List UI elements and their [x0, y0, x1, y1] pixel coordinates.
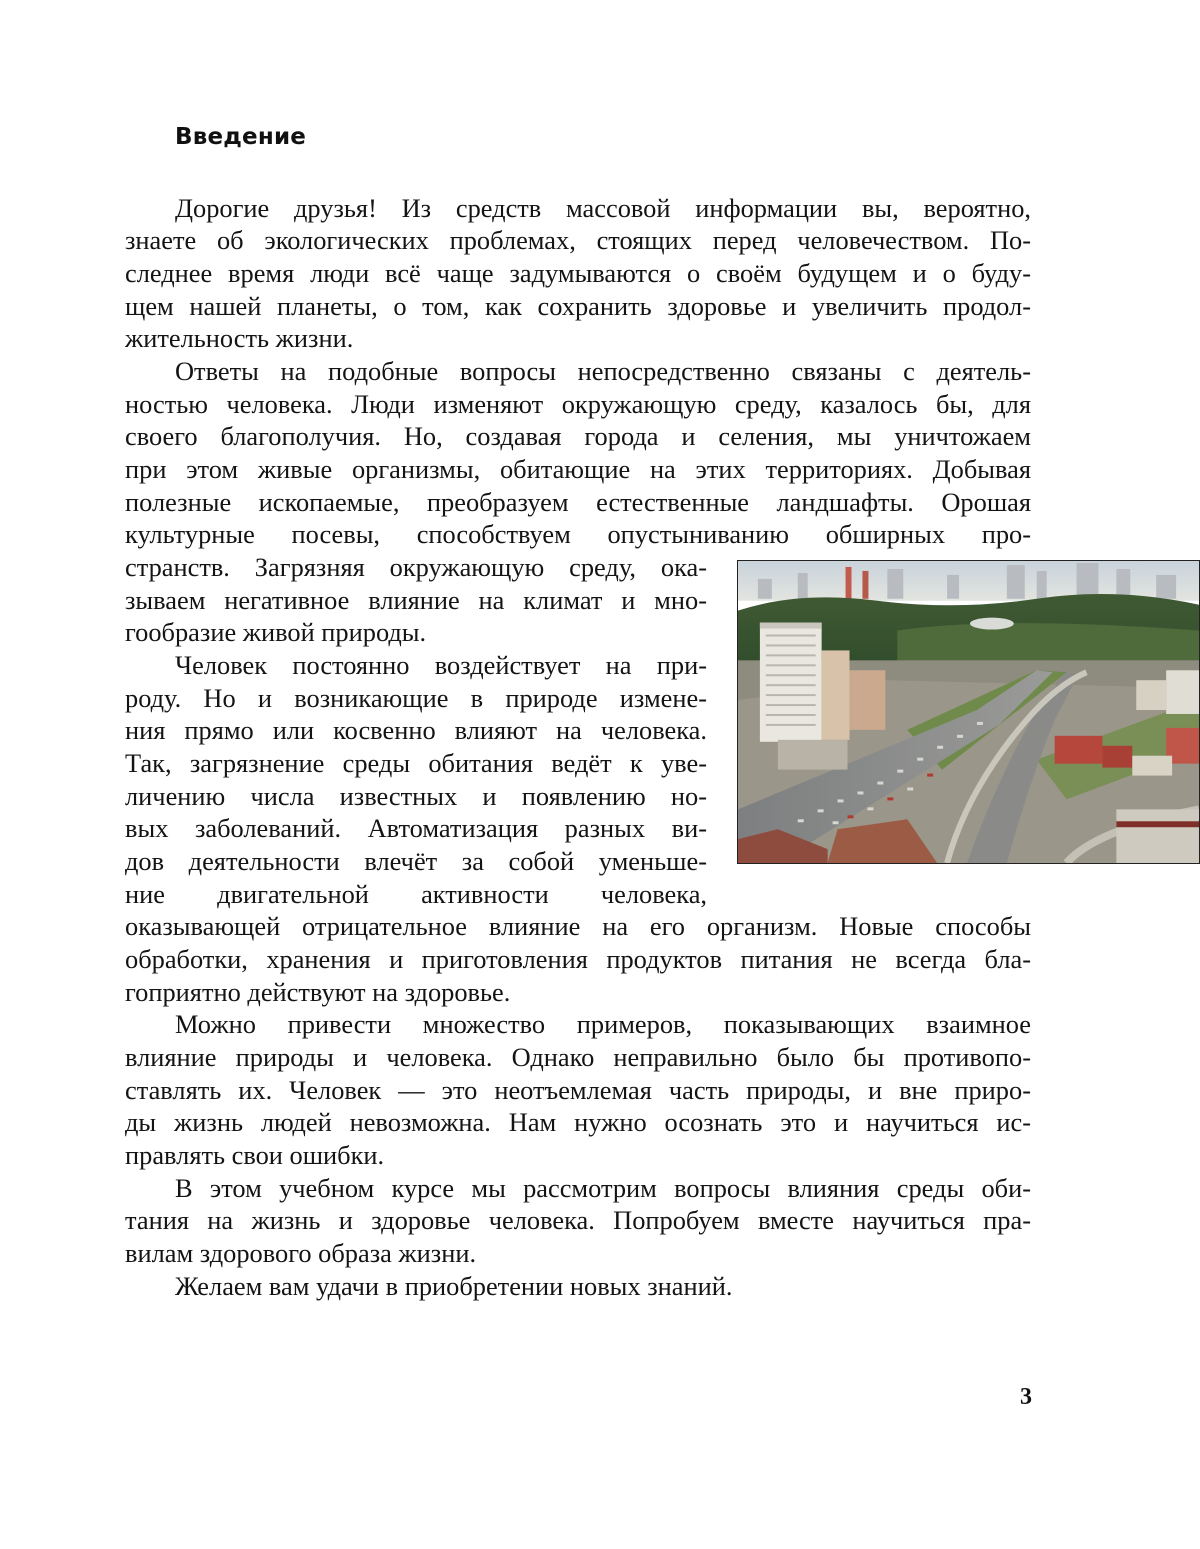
city-highway-photo [737, 560, 1200, 864]
text-line: ностью человека. Люди изменяют окружающую среду, казалось бы, для [125, 389, 1031, 419]
text-line: Ответы на подобные вопросы непосредственно связаны с деятель- [175, 356, 1031, 386]
page-number: 3 [1020, 1384, 1032, 1410]
text-line: зываем негативное влияние на климат и мно- [125, 585, 707, 615]
text-line: ставлять их. Человек — это неотъемлемая часть природы, и вне приро- [125, 1075, 1031, 1105]
text-line: культурные посевы, способствуем опустыниванию обширных про- [125, 519, 1031, 549]
text-line: оказывающей отрицательное влияние на его организм. Новые способы [125, 911, 1031, 941]
text-line: дов деятельности влечёт за собой уменьше- [125, 846, 707, 876]
text-line: вилам здорового образа жизни. [125, 1238, 477, 1268]
tall-building [760, 623, 822, 742]
page-title: Введение [175, 124, 307, 150]
text-line: ды жизнь людей невозможна. Нам нужно осознать это и научиться ис- [125, 1107, 1031, 1137]
text-line: гообразие живой природы. [125, 617, 427, 647]
text-line: Человек постоянно воздействует на при- [175, 650, 707, 680]
text-line: полезные ископаемые, преобразуем естественные ландшафты. Орошая [125, 487, 1031, 517]
text-line: Желаем вам удачи в приобретении новых знаний. [175, 1271, 733, 1301]
text-line: личению числа известных и появлению но- [125, 781, 707, 811]
text-line: гоприятно действуют на здоровье. [125, 977, 511, 1007]
text-line: Дорогие друзья! Из средств массовой информации вы, вероятно, [175, 193, 1031, 223]
text-line: Можно привести множество примеров, показывающих взаимное [175, 1009, 1031, 1039]
text-line: правлять свои ошибки. [125, 1140, 385, 1170]
text-line: щем нашей планеты, о том, как сохранить здоровье и увеличить продол- [125, 291, 1031, 321]
city-highway-illustration [738, 561, 1199, 863]
text-line: ния прямо или косвенно влияют на человека. [125, 715, 707, 745]
text-line: вых заболеваний. Автоматизация разных ви- [125, 813, 707, 843]
text-line: знаете об экологических проблемах, стоящих перед человечеством. По- [125, 225, 1031, 255]
text-line: Так, загрязнение среды обитания ведёт к уве- [125, 748, 707, 778]
text-line: влияние природы и человека. Однако неправильно было бы противопо- [125, 1042, 1031, 1072]
text-line: при этом живые организмы, обитающие на этих территориях. Добывая [125, 454, 1031, 484]
text-line: В этом учебном курсе мы рассмотрим вопросы влияния среды оби- [175, 1173, 1031, 1203]
text-line: своего благополучия. Но, создавая города и селения, мы уничтожаем [125, 421, 1031, 451]
red-building [1055, 736, 1103, 764]
text-line: обработки, хранения и приготовления продуктов питания не всегда бла- [125, 944, 1031, 974]
text-line: странств. Загрязняя окружающую среду, ока- [125, 552, 707, 582]
text-line: следнее время люди всё чаще задумываются о своём будущем и о буду- [125, 258, 1031, 288]
text-line: жительность жизни. [125, 323, 354, 353]
text-line: ние двигательной активности человека, [125, 879, 707, 909]
text-line: роду. Но и возникающие в природе измене- [125, 683, 707, 713]
text-line: тания на жизнь и здоровье человека. Попробуем вместе научиться пра- [125, 1205, 1031, 1235]
